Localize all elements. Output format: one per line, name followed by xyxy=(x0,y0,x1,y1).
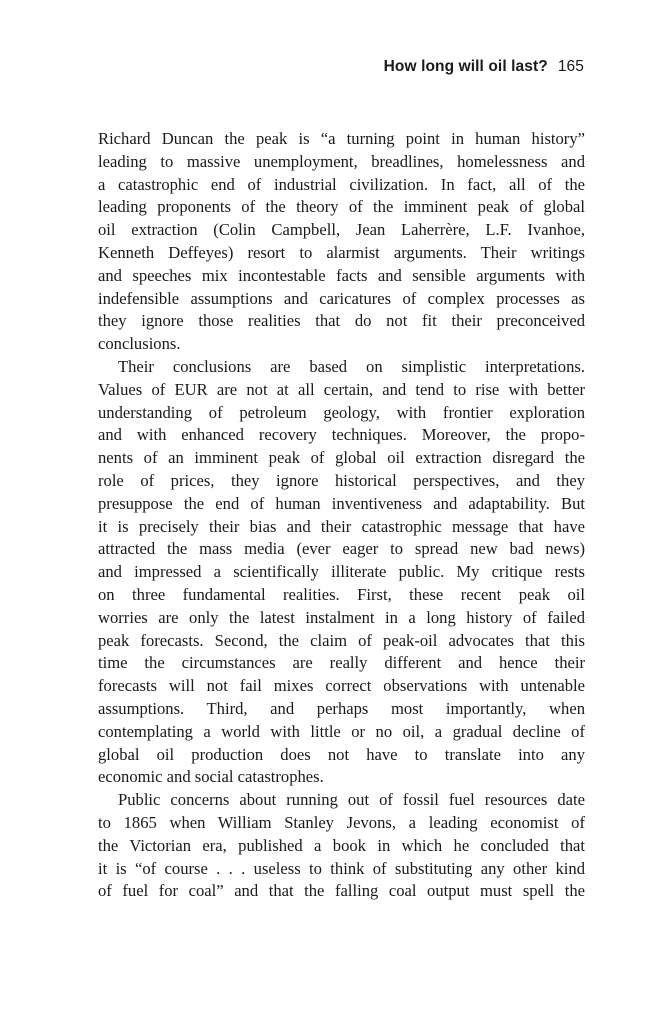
text-line: peak forecasts. Second, the claim of peak-oil advocates that this xyxy=(98,630,585,650)
text-line: Their conclusions are based on simplistic interpretations. xyxy=(118,356,585,376)
text-line: role of prices, they ignore historical perspectives, and they xyxy=(98,470,585,490)
text-line: assumptions. Third, and perhaps most importantly, when xyxy=(98,698,585,718)
text-line: of fuel for coal” and that the falling coal output must spell the xyxy=(98,881,585,901)
text-line: conclusions. xyxy=(98,334,181,354)
text-line: economic and social catastrophes. xyxy=(98,767,324,787)
text-line: oil extraction (Colin Campbell, Jean Laherrère, L.F. Ivanhoe, xyxy=(98,220,585,240)
text-line: Kenneth Deffeyes) resort to alarmist arguments. Their writings xyxy=(98,242,585,262)
text-line: they ignore those realities that do not fit their preconceived xyxy=(98,311,585,331)
page-number: 165 xyxy=(557,58,584,75)
text-line: forecasts will not fail mixes correct observations with untenable xyxy=(98,676,585,696)
text-line: to 1865 when William Stanley Jevons, a leading economist of xyxy=(98,812,585,832)
text-line: it is “of course . . . useless to think of substituting any other kind xyxy=(98,858,585,878)
text-line: leading proponents of the theory of the imminent peak of global xyxy=(98,197,585,217)
paragraph xyxy=(98,789,585,903)
paragraph xyxy=(98,128,585,356)
text-line: and impressed a scientifically illiterate public. My critique rests xyxy=(98,562,585,582)
text-line: Values of EUR are not at all certain, and tend to rise with better xyxy=(98,379,585,399)
text-line: worries are only the latest instalment in a long history of failed xyxy=(98,607,585,627)
text-line: and speeches mix incontestable facts and sensible arguments with xyxy=(98,265,585,285)
text-line: nents of an imminent peak of global oil extraction disregard the xyxy=(98,448,585,468)
text-line: understanding of petroleum geology, with frontier exploration xyxy=(98,402,585,422)
text-line: indefensible assumptions and caricatures of complex processes as xyxy=(98,288,585,308)
paragraph xyxy=(98,356,585,789)
text-line: Richard Duncan the peak is “a turning point in human history” xyxy=(98,129,585,148)
running-head xyxy=(384,58,584,76)
text-line: the Victorian era, published a book in which he concluded that xyxy=(98,835,585,855)
text-line: time the circumstances are really different and hence their xyxy=(98,653,585,673)
text-line: a catastrophic end of industrial civilization. In fact, all of the xyxy=(98,174,585,194)
text-line: Public concerns about running out of fossil fuel resources date xyxy=(118,790,585,810)
text-line: contemplating a world with little or no oil, a gradual decline of xyxy=(98,721,585,741)
body-text xyxy=(98,128,585,903)
text-line: presuppose the end of human inventiveness and adaptability. But xyxy=(98,493,585,513)
running-title: How long will oil last? xyxy=(383,58,548,75)
text-line: global oil production does not have to translate into any xyxy=(98,744,585,764)
text-line: leading to massive unemployment, breadlines, homelessness and xyxy=(98,151,585,171)
text-line: on three fundamental realities. First, these recent peak oil xyxy=(98,584,585,604)
text-line: attracted the mass media (ever eager to spread new bad news) xyxy=(98,539,585,559)
text-line: and with enhanced recovery techniques. Moreover, the propo- xyxy=(98,425,585,445)
text-line: it is precisely their bias and their catastrophic message that have xyxy=(98,516,585,536)
